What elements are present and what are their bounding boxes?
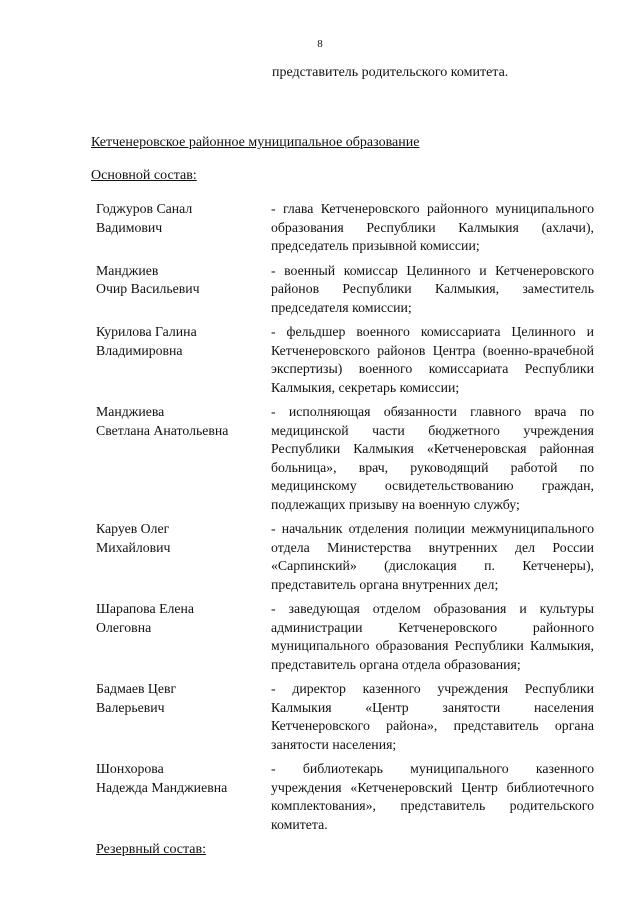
member-name — [96, 323, 271, 397]
continuation-text: представитель родительского комитета. — [272, 65, 509, 80]
member-name — [96, 403, 271, 514]
member-name-line1: Курилова Галина — [96, 324, 197, 339]
member-role: - фельдшер военного комиссариата Целинного и Кетченеровского районов Центра (военно-врачебной экспертизы) военного комиссариата Республики Калмыкия, секретарь комиссии; — [271, 324, 594, 395]
member-name-line1: Бадмаев Цевг — [96, 681, 177, 696]
member-role: - библиотекарь муниципального казенного учреждения «Кетченеровский Центр библиотечного комплектования», представитель родительского комитета. — [271, 761, 594, 832]
member-name — [96, 760, 271, 834]
member-entry — [96, 680, 594, 754]
member-name-line2: Олеговна — [96, 619, 152, 635]
member-entry — [96, 520, 594, 594]
member-entry — [96, 323, 594, 397]
member-name — [96, 680, 271, 754]
page-number: 8 — [317, 38, 323, 50]
main-composition-heading: Основной состав: — [91, 168, 197, 183]
member-role: - военный комиссар Целинного и Кетченеровского районов Республики Калмыкия, заместитель председателя комиссии; — [271, 262, 594, 315]
member-name — [96, 600, 271, 674]
member-name-line1: Манджиев — [96, 262, 159, 278]
member-name-line1: Каруев Олег — [96, 521, 170, 536]
member-role: - глава Кетченеровского районного муниципального образования Республики Калмыкия (ахлачи), председатель призывной комиссии; — [271, 201, 594, 253]
member-name-line1: Манджиева — [96, 404, 165, 419]
reserve-composition-heading: Резервный состав: — [96, 842, 207, 857]
member-name — [96, 200, 271, 256]
member-entry — [96, 262, 594, 318]
member-name — [96, 520, 271, 594]
members-list — [96, 200, 594, 840]
member-name-line1: Шонхорова — [96, 761, 164, 776]
member-name — [96, 262, 271, 318]
member-role: - директор казенного учреждения Республики Калмыкия «Центр занятости населения Кетченеровского района», представитель органа занятости населения; — [271, 681, 594, 752]
member-entry — [96, 403, 594, 514]
section-title: Кетченеровское районное муниципальное образование — [91, 135, 420, 150]
member-name-line2: Очир Васильевич — [96, 281, 200, 296]
member-role: - заведующая отделом образования и культуры администрации Кетченеровского районного муниципального образования Республики Калмыкия, представитель органа отдела образования; — [271, 601, 594, 672]
member-entry — [96, 200, 594, 256]
member-name-line2: Владимировна — [96, 342, 183, 358]
member-name-line2: Надежда Манджиевна — [96, 779, 228, 795]
member-name-line2: Вадимович — [96, 219, 163, 235]
member-entry — [96, 600, 594, 674]
member-name-line2: Михайлович — [96, 539, 171, 555]
member-name-line1: Шарапова Елена — [96, 601, 195, 616]
member-entry — [96, 760, 594, 834]
member-role: - начальник отделения полиции межмуниципального отдела Министерства внутренних дел России «Сарпинский» (дислокация п. Кетченеры), представитель органа внутренних дел; — [271, 521, 594, 592]
member-name-line1: Годжуров Санал — [96, 201, 193, 216]
member-role: - исполняющая обязанности главного врача по медицинской части бюджетного учреждения Республики Калмыкия «Кетченеровская районная больница», врач, руководящий работой по медицинскому освидетельствованию граждан, подлежащих призыву на военную службу; — [271, 404, 594, 512]
member-name-line2: Светлана Анатольевна — [96, 422, 229, 438]
member-name-line2: Валерьевич — [96, 699, 165, 715]
